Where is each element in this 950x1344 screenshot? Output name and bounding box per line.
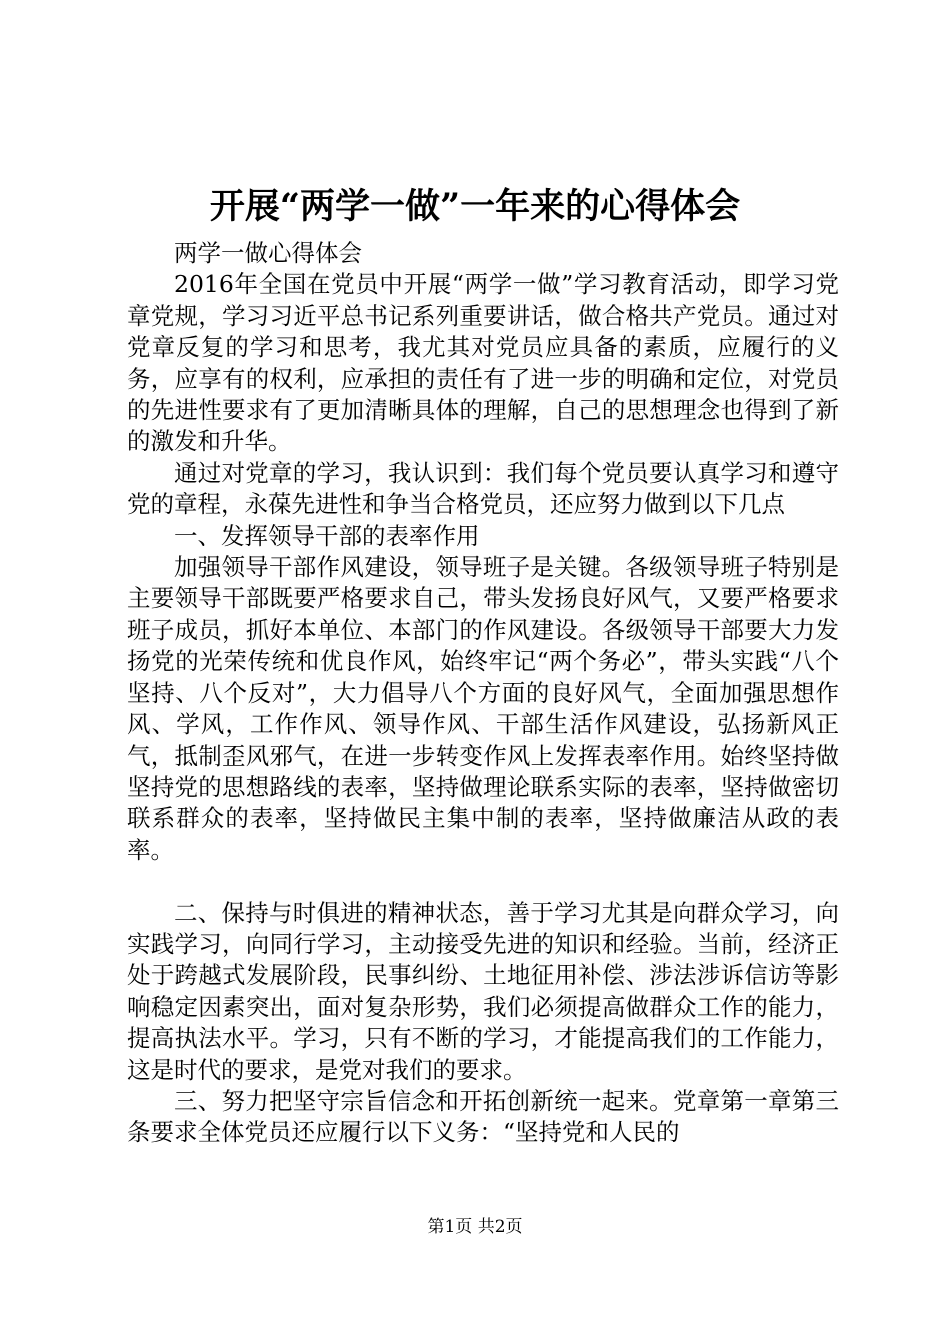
subtitle-paragraph: 两学一做心得体会 — [174, 239, 362, 267]
body-paragraph: 三、努力把坚守宗旨信念和开拓创新统一起来。党章第一章第三条要求全体党员还应履行以下义务：“坚持党和人民的 — [127, 1086, 839, 1147]
body-paragraph: 通过对党章的学习，我认识到：我们每个党员要认真学习和遵守党的章程，永葆先进性和争当合格党员，还应努力做到以下几点 — [127, 458, 839, 519]
body-paragraph: 2016年全国在党员中开展“两学一做”学习教育活动，即学习党章党规，学习习近平总书记系列重要讲话，做合格共产党员。通过对党章反复的学习和思考，我尤其对党员应具备的素质，应履行的义务，应享有的权利，应承担的责任有了进一步的明确和定位，对党员的先进性要求有了更加清晰具体的理解，自己的思想理念也得到了新的激发和升华。 — [127, 270, 839, 456]
paragraph-gap — [127, 866, 839, 897]
document-title: 开展“两学一做”一年来的心得体会 — [209, 186, 741, 227]
section-heading: 一、发挥领导干部的表率作用 — [174, 521, 480, 550]
body-paragraph: 加强领导干部作风建设，领导班子是关键。各级领导班子特别是主要领导干部既要严格要求自己，带头发扬良好风气，又要严格要求班子成员，抓好本单位、本部门的作风建设。各级领导干部要大力发扬党的光荣传统和优良作风，始终牢记“两个务必”，带头实践“八个坚持、八个反对”，大力倡导八个方面的良好风气，全面加强思想作风、学风，工作作风、领导作风、干部生活作风建设，弘扬新风正气，抵制歪风邪气，在进一步转变作风上发挥表率作用。始终坚持做坚持党的思想路线的表率，坚持做理论联系实际的表率，坚持做密切联系群众的表率，坚持做民主集中制的表率，坚持做廉洁从政的表率。 — [127, 553, 839, 864]
page-footer: 第1页 共2页 — [427, 1217, 523, 1237]
document-body — [127, 238, 839, 1149]
body-paragraph: 二、保持与时俱进的精神状态，善于学习尤其是向群众学习，向实践学习，向同行学习，主动接受先进的知识和经验。当前，经济正处于跨越式发展阶段，民事纠纷、土地征用补偿、涉法涉诉信访等影响稳定因素突出，面对复杂形势，我们必须提高做群众工作的能力，提高执法水平。学习，只有不断的学习，才能提高我们的工作能力，这是时代的要求，是党对我们的要求。 — [127, 898, 839, 1084]
